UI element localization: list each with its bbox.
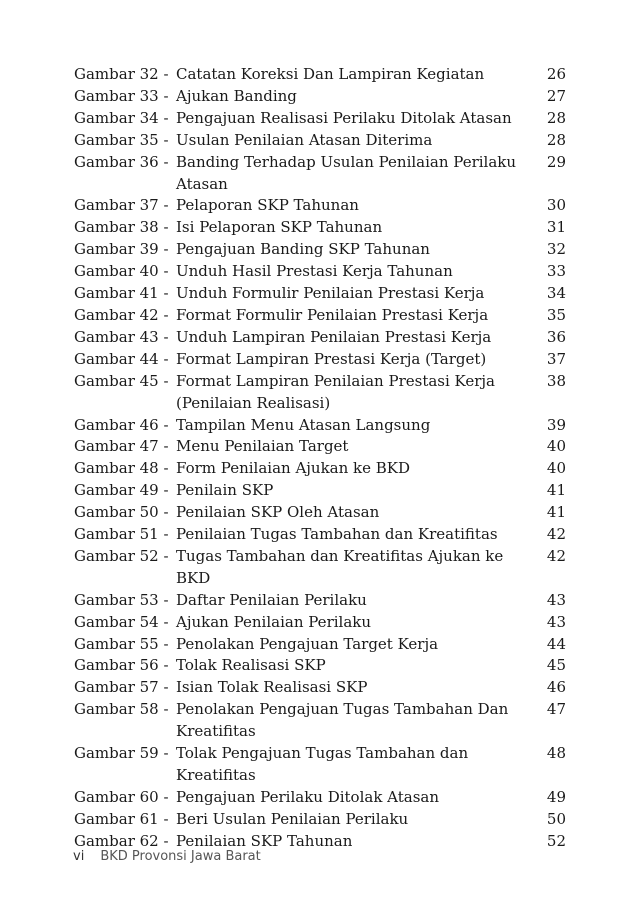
list-item — [74, 86, 566, 108]
page-number: 42 — [546, 525, 566, 544]
figure-title: Unduh Hasil Prestasi Kerja Tahunan — [176, 262, 453, 281]
page-number: 34 — [546, 284, 566, 303]
page-number: 28 — [546, 108, 566, 127]
figure-title: Penolakan Pengajuan Target Kerja — [176, 634, 439, 653]
figure-title: Tolak Pengajuan Tugas Tambahan dan Kreatifitas — [176, 744, 469, 784]
figure-number: Gambar 41 - — [74, 284, 169, 303]
figure-title: Catatan Koreksi Dan Lampiran Kegiatan — [176, 65, 485, 83]
figure-number: Gambar 56 - — [74, 656, 169, 675]
figure-number: Gambar 59 - — [74, 744, 169, 763]
list-item — [74, 458, 566, 480]
figure-title: Ajukan Banding — [176, 86, 297, 105]
page-number: 40 — [546, 437, 566, 456]
figure-title: Unduh Lampiran Penilaian Prestasi Kerja — [176, 327, 492, 346]
figure-title: Usulan Penilaian Atasan Diterima — [176, 130, 433, 149]
figure-title: Pelaporan SKP Tahunan — [176, 196, 359, 215]
list-item — [74, 195, 566, 217]
figure-number: Gambar 40 - — [74, 262, 169, 281]
list-item — [74, 152, 566, 196]
list-item — [74, 677, 566, 699]
figure-title: Beri Usulan Penilaian Perilaku — [176, 809, 409, 828]
page-number: 52 — [546, 831, 566, 850]
list-item — [74, 64, 566, 86]
figure-title: Pengajuan Perilaku Ditolak Atasan — [176, 787, 440, 806]
figure-title: Form Penilaian Ajukan ke BKD — [176, 459, 411, 478]
page-number: 33 — [546, 262, 566, 281]
figure-number: Gambar 42 - — [74, 305, 169, 324]
page-number: 37 — [546, 349, 566, 368]
figure-number: Gambar 58 - — [74, 700, 169, 719]
list-item — [74, 261, 566, 283]
figure-number: Gambar 32 - — [74, 65, 169, 83]
page-number: 48 — [546, 744, 566, 763]
figure-number: Gambar 62 - — [74, 831, 169, 850]
page-number: 28 — [546, 130, 566, 149]
figure-title: Daftar Penilaian Perilaku — [176, 590, 367, 609]
page-number: 26 — [546, 65, 566, 83]
page-number: 43 — [546, 612, 566, 631]
figure-title: Tolak Realisasi SKP — [176, 656, 326, 675]
list-item — [74, 655, 566, 677]
figure-number: Gambar 44 - — [74, 349, 169, 368]
figure-title: Penolakan Pengajuan Tugas Tambahan Dan Kreatifitas — [176, 700, 509, 741]
page-number: 31 — [546, 218, 566, 237]
running-footer-text: BKD Provonsi Jawa Barat — [100, 849, 261, 864]
list-item — [74, 327, 566, 349]
page-number: 36 — [546, 327, 566, 346]
list-item — [74, 371, 566, 415]
list-item — [74, 108, 566, 130]
figure-number: Gambar 47 - — [74, 437, 169, 456]
list-item — [74, 239, 566, 261]
list-item — [74, 305, 566, 327]
page-number: 29 — [546, 152, 566, 171]
figure-title: Isi Pelaporan SKP Tahunan — [176, 218, 383, 237]
page-number: 39 — [546, 415, 566, 434]
figure-title: Format Lampiran Penilaian Prestasi Kerja (Penilaian Realisasi) — [176, 371, 495, 412]
figure-number: Gambar 57 - — [74, 678, 169, 697]
page-number: 41 — [546, 503, 566, 522]
figure-number: Gambar 45 - — [74, 371, 169, 390]
figure-title: Tugas Tambahan dan Kreatifitas Ajukan ke BKD — [176, 546, 504, 587]
figure-title: Tampilan Menu Atasan Langsung — [176, 415, 431, 434]
list-item — [74, 699, 566, 743]
figure-number: Gambar 34 - — [74, 108, 169, 127]
page-number: 40 — [546, 459, 566, 478]
figure-title: Format Lampiran Prestasi Kerja (Target) — [176, 349, 487, 368]
list-item — [74, 590, 566, 612]
figure-title: Penilain SKP — [176, 481, 274, 500]
page-number: 42 — [546, 546, 566, 565]
list-item — [74, 809, 566, 831]
figure-title: Pengajuan Realisasi Perilaku Ditolak Atasan — [176, 108, 512, 127]
list-item — [74, 743, 566, 787]
figure-number: Gambar 36 - — [74, 152, 169, 171]
figure-number: Gambar 39 - — [74, 240, 169, 259]
figure-number: Gambar 61 - — [74, 809, 169, 828]
figure-list — [74, 64, 566, 853]
figure-title: Isian Tolak Realisasi SKP — [176, 678, 368, 697]
page-number: 30 — [546, 196, 566, 215]
list-item — [74, 349, 566, 371]
figure-number: Gambar 60 - — [74, 787, 169, 806]
list-item — [74, 546, 566, 590]
figure-number: Gambar 37 - — [74, 196, 169, 215]
page-number: 35 — [546, 305, 566, 324]
list-item — [74, 524, 566, 546]
page-number: 45 — [546, 656, 566, 675]
page-number: 41 — [546, 481, 566, 500]
page-number: 50 — [546, 809, 566, 828]
figure-title: Unduh Formulir Penilaian Prestasi Kerja — [176, 284, 485, 303]
figure-title: Penilaian SKP Tahunan — [176, 831, 353, 850]
figure-number: Gambar 38 - — [74, 218, 169, 237]
figure-number: Gambar 53 - — [74, 590, 169, 609]
figure-number: Gambar 33 - — [74, 86, 169, 105]
figure-title: Penilaian Tugas Tambahan dan Kreatifitas — [176, 525, 498, 544]
list-item — [74, 283, 566, 305]
page-number: 44 — [546, 634, 566, 653]
figure-number: Gambar 52 - — [74, 546, 169, 565]
list-item — [74, 502, 566, 524]
figure-number: Gambar 43 - — [74, 327, 169, 346]
list-item — [74, 436, 566, 458]
list-item — [74, 787, 566, 809]
page-number: 49 — [546, 787, 566, 806]
figure-number: Gambar 48 - — [74, 459, 169, 478]
page-number: 43 — [546, 590, 566, 609]
page-footer — [73, 849, 261, 864]
page-number: 38 — [546, 371, 566, 390]
figure-title: Penilaian SKP Oleh Atasan — [176, 503, 380, 522]
figure-number: Gambar 35 - — [74, 130, 169, 149]
page-number: 47 — [546, 700, 566, 719]
figure-title: Format Formulir Penilaian Prestasi Kerja — [176, 305, 489, 324]
figure-title: Ajukan Penilaian Perilaku — [176, 612, 372, 631]
figure-title: Banding Terhadap Usulan Penilaian Perilaku Atasan — [176, 152, 517, 193]
list-item — [74, 612, 566, 634]
list-item — [74, 634, 566, 656]
page-number: 27 — [546, 86, 566, 105]
folio: vi — [73, 849, 85, 864]
list-item — [74, 415, 566, 437]
list-item — [74, 130, 566, 152]
figure-number: Gambar 51 - — [74, 525, 169, 544]
list-item — [74, 217, 566, 239]
figure-title: Menu Penilaian Target — [176, 437, 349, 456]
figure-number: Gambar 55 - — [74, 634, 169, 653]
figure-number: Gambar 50 - — [74, 503, 169, 522]
figure-number: Gambar 49 - — [74, 481, 169, 500]
figure-number: Gambar 46 - — [74, 415, 169, 434]
page-number: 46 — [546, 678, 566, 697]
figure-number: Gambar 54 - — [74, 612, 169, 631]
page-number: 32 — [546, 240, 566, 259]
list-item — [74, 480, 566, 502]
figure-title: Pengajuan Banding SKP Tahunan — [176, 240, 430, 259]
